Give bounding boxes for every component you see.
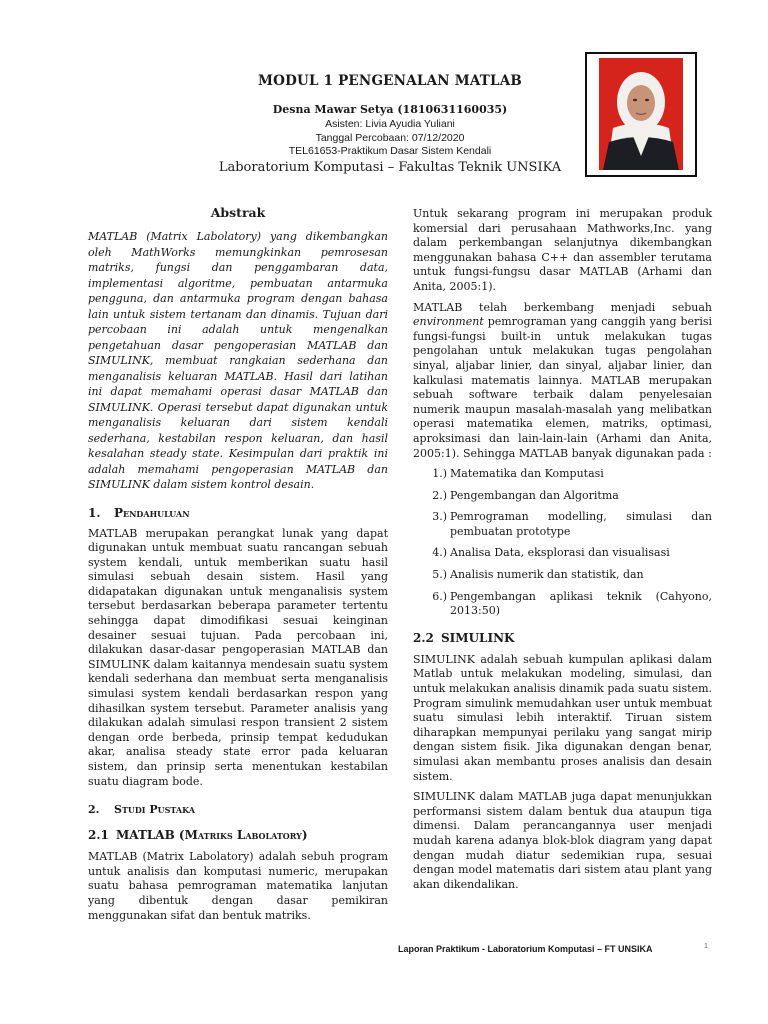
abstract-heading: Abstrak	[210, 205, 266, 220]
matlab-environment-paragraph	[413, 301, 712, 462]
section-1-body: MATLAB merupakan perangkat lunak yang dapat digunakan untuk membuat suatu rancangan sebuah system kendali, untuk memberikan suatu hasil simulasi sebuah desain sistem. Hasil yang didapatakan digunakan untuk menganalisis system tersebut berdasarkan beberapa parameter tertentu sehingga dapat dimodifikasi sesuai keinginan desainer sesuai tujuan. Pada percobaan ini, dilakukan dasar-dasar pengoperasian MATLAB dan SIMULINK dalam kaitannya mendesain suatu system kendali sederhana dan membuat serta menganalisis simulasi system kendali berdasarkan respon yang dihasilkan system tersebut. Parameter analisis yang dilakukan adalah simulasi respon transient 2 sistem dengan orde berbeda, prinsip tempat kedudukan akar, analisa steady state error pada keluaran sistem, dan prinsip serta menentukan kestabilan suatu diagram bode.	[88, 526, 388, 788]
list-item	[413, 590, 712, 619]
list-item	[413, 546, 712, 561]
subsection-2-1-number: 2.1	[88, 828, 109, 843]
section-2-number: 2.	[88, 803, 100, 817]
subsection-2-1-title: MATLAB (Matriks Labolatory)	[116, 828, 308, 843]
list-text: Analisa Data, eksplorasi dan visualisasi	[450, 546, 670, 560]
simulink-paragraph-1: SIMULINK adalah sebuah kumpulan aplikasi dalam Matlab untuk melakukan modeling, simulasi, dan untuk melakukan analisis dinamik pada suatu sistem. Program simulink memudahkan user untuk membuat suatu simulasi lebih interaktif. Tiruan sistem diharapkan mempunyai perilaku yang sangat mirip dengan sistem fisik. Jika digunakan dengan benar, simulasi akan membantu proses analisis dan desain sistem.	[413, 652, 712, 783]
list-marker: 2.)	[432, 488, 447, 502]
list-item	[413, 467, 712, 482]
list-marker: 1.)	[432, 467, 447, 481]
para3-after: pemrograman yang canggih yang berisi fungsi-fungsi built-in untuk melakukan tugas pengolahan untuk melakukan tugas pengolahan sinyal, aljabar linier, dan sinyal, aljabar linier, dan kalkulasi matematis lainnya. MATLAB merupakan sebuah software terbaik dalam penyelesaian numerik maupun masalah-masalah yang melibatkan operasi matematika elemen, matriks, optimasi, aproksimasi dan lain-lain-lain (Arhami dan Anita, 2005:1). Sehingga MATLAB banyak digunakan pada :	[413, 315, 712, 460]
course-line: TEL61653-Praktikum Dasar Sistem Kendali	[288, 145, 492, 157]
list-item	[413, 489, 712, 504]
section-2-title: Studi Pustaka	[114, 803, 195, 817]
subsection-2-2-heading	[413, 631, 712, 645]
author-photo	[585, 52, 697, 177]
list-marker: 4.)	[432, 546, 447, 560]
list-marker: 6.)	[432, 589, 447, 603]
section-2-heading	[88, 803, 388, 816]
abstract-body: MATLAB (Matrix Labolatory) yang dikembangkan oleh MathWorks memungkinkan pemrosesan matriks, fungsi dan penggambaran data, implementasi algoritme, pembuatan antarmuka pengguna, dan antarmuka program dengan bahasa lain untuk sistem tertanam dan dinamis. Tujuan dari percobaan ini adalah untuk mengenalkan pengetahuan dasar pengoperasian MATLAB dan SIMULINK, membuat rangkaian sederhana dan menganalisis keluaran MATLAB. Hasil dari latihan ini dapat memahami operasi dasar MATLAB dan SIMULINK. Operasi tersebut dapat digunakan untuk menganalisis keluaran dari sistem kendali sederhana, kestabilan respon keluaran, dan hasil kesalahan steady state. Kesimpulan dari praktik ini adalah memahami pengoperasian MATLAB dan SIMULINK dalam sistem kontrol desain.	[88, 230, 388, 491]
matlab-uses-list	[413, 467, 712, 619]
list-text: Pengembangan dan Algoritma	[450, 488, 619, 502]
assistant-line: Asisten: Livia Ayudia Yuliani	[325, 118, 455, 130]
simulink-paragraph-2: SIMULINK dalam MATLAB juga dapat menunjukkan performansi sistem dalam bentuk dua ataupun tiga dimensi. Dalam perancangannya user menjadi mudah karena adanya blok-blok diagram yang dapat dengan mudah diatur sedemikian rupa, sesuai dengan model matematis dari sistem atau plant yang akan dikendalikan.	[413, 790, 712, 891]
list-text: Pengembangan aplikasi teknik (Cahyono, 2013:50)	[450, 589, 712, 618]
matlab-product-paragraph: Untuk sekarang program ini merupakan produk komersial dari perusahaan Mathworks,Inc. yang dalam perkembangan selanjutnya dikembangkan menggunakan bahasa C++ dan assembler terutama untuk fungsi-fungsu dasar MATLAB (Arhami dan Anita, 2005:1).	[413, 207, 712, 293]
lab-affiliation: Laboratorium Komputasi – Fakultas Teknik UNSIKA	[218, 160, 562, 175]
list-text: Matematika dan Komputasi	[450, 467, 604, 481]
list-item	[413, 510, 712, 539]
page-number: 1	[704, 943, 708, 950]
section-1-number: 1.	[88, 505, 101, 520]
list-marker: 3.)	[432, 510, 447, 524]
author-line: Desna Mawar Setya (1810631160035)	[272, 103, 508, 116]
list-text: Analisis numerik dan statistik, dan	[450, 568, 644, 582]
para3-before: MATLAB telah berkembang menjadi sebuah	[413, 300, 712, 314]
subsection-2-2-title: SIMULINK	[441, 630, 515, 645]
portrait-figure	[599, 58, 683, 170]
left-column	[88, 205, 388, 929]
right-column	[413, 207, 712, 898]
paper-title: MODUL 1 PENGENALAN MATLAB	[258, 73, 522, 89]
list-text: Pemrograman modelling, simulasi dan pembuatan prototype	[450, 510, 712, 538]
date-line: Tanggal Percobaan: 07/12/2020	[315, 132, 465, 144]
page-footer: Laporan Praktikum - Laboratorium Komputasi – FT UNSIKA	[398, 944, 653, 954]
subsection-2-1-body: MATLAB (Matrix Labolatory) adalah sebuh program untuk analisis dan komputasi numeric, merupakan suatu bahasa pemrograman matematika lanjutan yang dibentuk dengan dasar pemikiran menggunakan sifat dan bentuk matriks.	[88, 850, 388, 922]
list-item	[413, 568, 712, 583]
subsection-2-2-number: 2.2	[413, 630, 434, 645]
section-1-heading	[88, 506, 388, 520]
list-marker: 5.)	[432, 568, 447, 582]
author-portrait	[599, 58, 683, 170]
subsection-2-1-heading	[88, 828, 388, 842]
para3-italic: environment	[413, 315, 484, 329]
section-1-title: Pendahuluan	[114, 505, 190, 520]
